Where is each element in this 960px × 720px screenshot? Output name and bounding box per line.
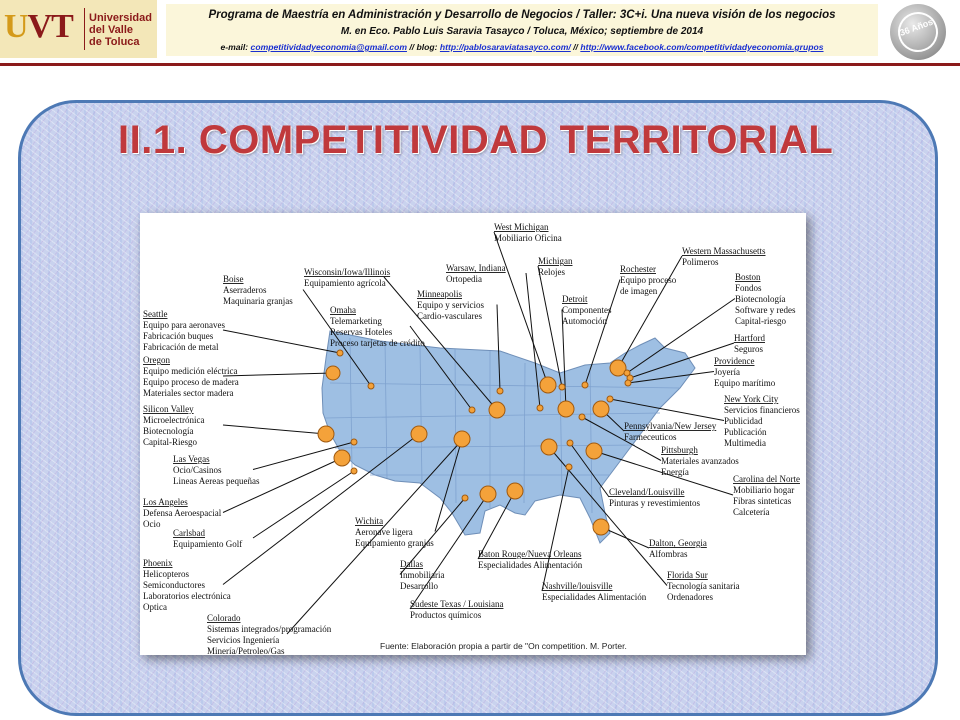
header-bar [0, 0, 960, 62]
connector-5 [253, 471, 354, 538]
cluster-industry-32-1: Equipamiento granjas [355, 538, 434, 548]
cluster-industry-6-3: Optica [143, 602, 167, 612]
cluster-name-27: Florida Sur [667, 570, 708, 580]
cluster-name-15: Detroit [562, 294, 588, 304]
logo-line1: Universidad [89, 12, 152, 24]
cluster-name-20: Providence [714, 356, 755, 366]
cluster-dot-13 [540, 377, 556, 393]
logo-line3: de Toluca [89, 36, 140, 48]
cluster-industry-31-1: Desarrollo [400, 581, 438, 591]
cluster-name-0: Seattle [143, 309, 168, 319]
connector-30 [410, 494, 488, 609]
blog-link[interactable]: http://pablosaraviatasayco.com/ [439, 42, 571, 52]
blog-separator: // blog: [406, 42, 440, 52]
cluster-industry-24-1: Fibras sinteticas [733, 496, 792, 506]
cluster-name-19: Hartford [734, 333, 765, 343]
cluster-industry-18-2: Software y redes [735, 305, 796, 315]
cluster-dot-1 [326, 366, 340, 380]
cluster-industry-11-0: Equipo y servicios [417, 300, 484, 310]
cluster-industry-29-0: Especialidades Alimentación [478, 560, 583, 570]
connector-6 [223, 434, 419, 585]
cluster-industry-13-0: Mobiliario Oficina [494, 233, 562, 243]
cluster-dot-25 [567, 440, 573, 446]
cluster-industry-2-1: Biotecnología [143, 426, 194, 436]
cluster-industry-9-0: Telemarketing [330, 316, 382, 326]
cluster-industry-18-3: Capital-riesgo [735, 316, 786, 326]
cluster-industry-17-0: Polimeros [682, 257, 719, 267]
cluster-industry-6-0: Helicopteros [143, 569, 189, 579]
cluster-name-8: Boise [223, 274, 244, 284]
logo-line2: del Valle [89, 24, 134, 36]
connector-1 [223, 373, 333, 376]
cluster-industry-9-1: Reservas Hoteles [330, 327, 393, 337]
cluster-industry-2-0: Microelectrónica [143, 415, 205, 425]
cluster-name-16: Rochester [620, 264, 656, 274]
cluster-dot-20 [625, 380, 631, 386]
cluster-dot-5 [351, 468, 357, 474]
figure-source: Fuente: Elaboración propia a partir de "On competition. M. Porter. [380, 641, 627, 651]
cluster-dot-14 [559, 384, 565, 390]
cluster-industry-3-1: Lineas Aereas pequeñas [173, 476, 260, 486]
cluster-dot-12 [537, 405, 543, 411]
facebook-link[interactable]: http://www.facebook.com/competitividadyeconomia.grupos [580, 42, 824, 52]
email-link[interactable]: competitividadyeconomia@gmail.com [250, 42, 407, 52]
cluster-industry-20-0: Joyería [714, 367, 740, 377]
cluster-industry-21-3: Multimedia [724, 438, 766, 448]
cluster-dot-6 [411, 426, 427, 442]
cluster-industry-15-0: Componentes [562, 305, 612, 315]
cluster-industry-20-1: Equipo marítimo [714, 378, 776, 388]
cluster-industry-0-1: Fabricación buques [143, 331, 214, 341]
cluster-industry-7-2: Minería/Petroleo/Gas [207, 646, 285, 655]
cluster-dot-16 [582, 382, 588, 388]
cluster-dot-10 [489, 402, 505, 418]
cluster-industry-0-2: Fabricación de metal [143, 342, 219, 352]
cluster-name-2: Silicon Valley [143, 404, 194, 414]
cluster-name-1: Oregon [143, 355, 170, 365]
cluster-name-26: Dalton, Georgia [649, 538, 707, 548]
cluster-industry-19-0: Seguros [734, 344, 763, 354]
cluster-industry-1-2: Materiales sector madera [143, 388, 234, 398]
cluster-dot-8 [368, 383, 374, 389]
cluster-name-4: Los Angeles [143, 497, 188, 507]
cluster-industry-23-1: Energía [661, 467, 689, 477]
cluster-industry-16-0: Equipo proceso [620, 275, 677, 285]
cluster-name-28: Nashville/louisville [542, 581, 613, 591]
cluster-name-13: West Michigan [494, 222, 549, 232]
cluster-dot-28 [566, 464, 572, 470]
cluster-industry-10-0: Equipamiento agrícola [304, 278, 386, 288]
cluster-industry-6-1: Semiconductores [143, 580, 205, 590]
university-logo [0, 0, 157, 58]
slide-title: II.1. COMPETITIVIDAD TERRITORIAL [118, 118, 834, 162]
cluster-name-30: Sudeste Texas / Louisiana [410, 599, 504, 609]
cluster-dot-0 [337, 350, 343, 356]
cluster-name-3: Las Vegas [173, 454, 210, 464]
cluster-name-21: New York City [724, 394, 779, 404]
cluster-industry-1-0: Equipo medición eléctrica [143, 366, 238, 376]
cluster-industry-22-0: Farmeceuticos [624, 432, 677, 442]
cluster-industry-7-1: Servicios Ingeniería [207, 635, 280, 645]
cluster-industry-6-2: Laboratorios electrónica [143, 591, 231, 601]
cluster-industry-4-0: Defensa Aeroespacial [143, 508, 222, 518]
cluster-industry-2-2: Capital-Riesgo [143, 437, 197, 447]
us-cluster-map [140, 213, 806, 655]
cluster-dot-32 [454, 431, 470, 447]
cluster-industry-21-0: Servicios financieros [724, 405, 800, 415]
cluster-name-31: Dallas [400, 559, 423, 569]
cluster-dot-24 [586, 443, 602, 459]
cluster-name-17: Western Massachusetts [682, 246, 766, 256]
cluster-dot-23 [579, 414, 585, 420]
cluster-industry-3-0: Ocio/Casinos [173, 465, 222, 475]
cluster-industry-27-0: Tecnología sanitaria [667, 581, 740, 591]
cluster-name-24: Carolina del Norte [733, 474, 800, 484]
cluster-name-32: Wichita [355, 516, 384, 526]
cluster-industry-5-0: Equipamiento Golf [173, 539, 243, 549]
cluster-name-23: Pittsburgh [661, 445, 698, 455]
cluster-industry-32-0: Aeronave ligera [355, 527, 413, 537]
cluster-industry-24-0: Mobiliario hogar [733, 485, 795, 495]
cluster-industry-18-0: Fondos [735, 283, 762, 293]
cluster-dot-9 [469, 407, 475, 413]
program-title: Programa de Maestría en Administración y Desarrollo de Negocios / Taller: 3C+i. Una nueva visión de los negocios [208, 9, 836, 21]
cluster-name-6: Phoenix [143, 558, 173, 568]
cluster-name-18: Boston [735, 272, 761, 282]
cluster-name-25: Cleveland/Louisville [609, 487, 685, 497]
logo-divider [84, 8, 85, 50]
cluster-industry-9-2: Proceso tarjetas de crédito [330, 338, 425, 348]
cluster-industry-4-1: Ocio [143, 519, 161, 529]
cluster-dot-26 [593, 519, 609, 535]
cluster-industry-14-0: Relojes [538, 267, 565, 277]
author-line: M. en Eco. Pablo Luis Saravia Tasayco / Toluca, México; septiembre de 2014 [340, 26, 704, 37]
cluster-industry-25-0: Pinturas y revestimientos [609, 498, 700, 508]
logo-mark: UVT [4, 8, 73, 45]
cluster-name-11: Minneapolis [417, 289, 462, 299]
cluster-dot-15 [558, 401, 574, 417]
cluster-industry-30-0: Productos químicos [410, 610, 482, 620]
connector-2 [223, 425, 326, 434]
cluster-name-7: Colorado [207, 613, 241, 623]
cluster-industry-24-2: Calcetería [733, 507, 770, 517]
email-prefix: e-mail: [220, 42, 251, 52]
cluster-name-22: Pennsylvania/New Jersey [624, 421, 717, 431]
program-info-box [166, 4, 878, 56]
cluster-dot-3 [351, 439, 357, 445]
cluster-name-5: Carlsbad [173, 528, 205, 538]
connector-0 [223, 330, 340, 353]
cluster-industry-31-0: Inmobiliaria [400, 570, 445, 580]
cluster-dot-31 [462, 495, 468, 501]
facebook-separator: // [570, 42, 581, 52]
cluster-dot-11 [497, 388, 503, 394]
cluster-name-14: Michigan [538, 256, 573, 266]
cluster-dot-4 [334, 450, 350, 466]
cluster-industry-12-0: Ortopedia [446, 274, 482, 284]
cluster-industry-15-1: Automoción [562, 316, 607, 326]
cluster-industry-28-0: Especialidades Alimentación [542, 592, 647, 602]
cluster-dot-30 [480, 486, 496, 502]
cluster-name-10: Wisconsin/Iowa/Illinois [304, 267, 391, 277]
cluster-industry-21-2: Publicación [724, 427, 767, 437]
cluster-industry-8-0: Aserraderos [223, 285, 267, 295]
cluster-industry-27-1: Ordenadores [667, 592, 713, 602]
cluster-dot-21 [607, 396, 613, 402]
cluster-industry-21-1: Publicidad [724, 416, 763, 426]
map-svg [140, 213, 806, 655]
cluster-industry-8-1: Maquinaria granjas [223, 296, 293, 306]
cluster-dot-27 [541, 439, 557, 455]
anniversary-badge [890, 4, 946, 60]
cluster-dot-22 [593, 401, 609, 417]
logo-text [89, 12, 152, 48]
cluster-industry-0-0: Equipo para aeronaves [143, 320, 225, 330]
cluster-name-29: Baton Rouge/Nueva Orleans [478, 549, 582, 559]
header-rule [0, 63, 960, 66]
badge-text: 36 Años [892, 6, 943, 57]
cluster-industry-23-0: Materiales avanzados [661, 456, 739, 466]
cluster-industry-11-1: Cardio-vasculares [417, 311, 482, 321]
cluster-industry-7-0: Sistemas integrados/programación [207, 624, 332, 634]
cluster-name-9: Omaha [330, 305, 356, 315]
cluster-name-12: Warsaw, Indiana [446, 263, 506, 273]
cluster-dot-2 [318, 426, 334, 442]
cluster-industry-16-1: de imagen [620, 286, 658, 296]
cluster-dot-29 [507, 483, 523, 499]
cluster-industry-1-1: Equipo proceso de madera [143, 377, 239, 387]
cluster-industry-18-1: Biotecnología [735, 294, 786, 304]
cluster-industry-26-0: Alfombras [649, 549, 688, 559]
contact-line [166, 42, 878, 52]
